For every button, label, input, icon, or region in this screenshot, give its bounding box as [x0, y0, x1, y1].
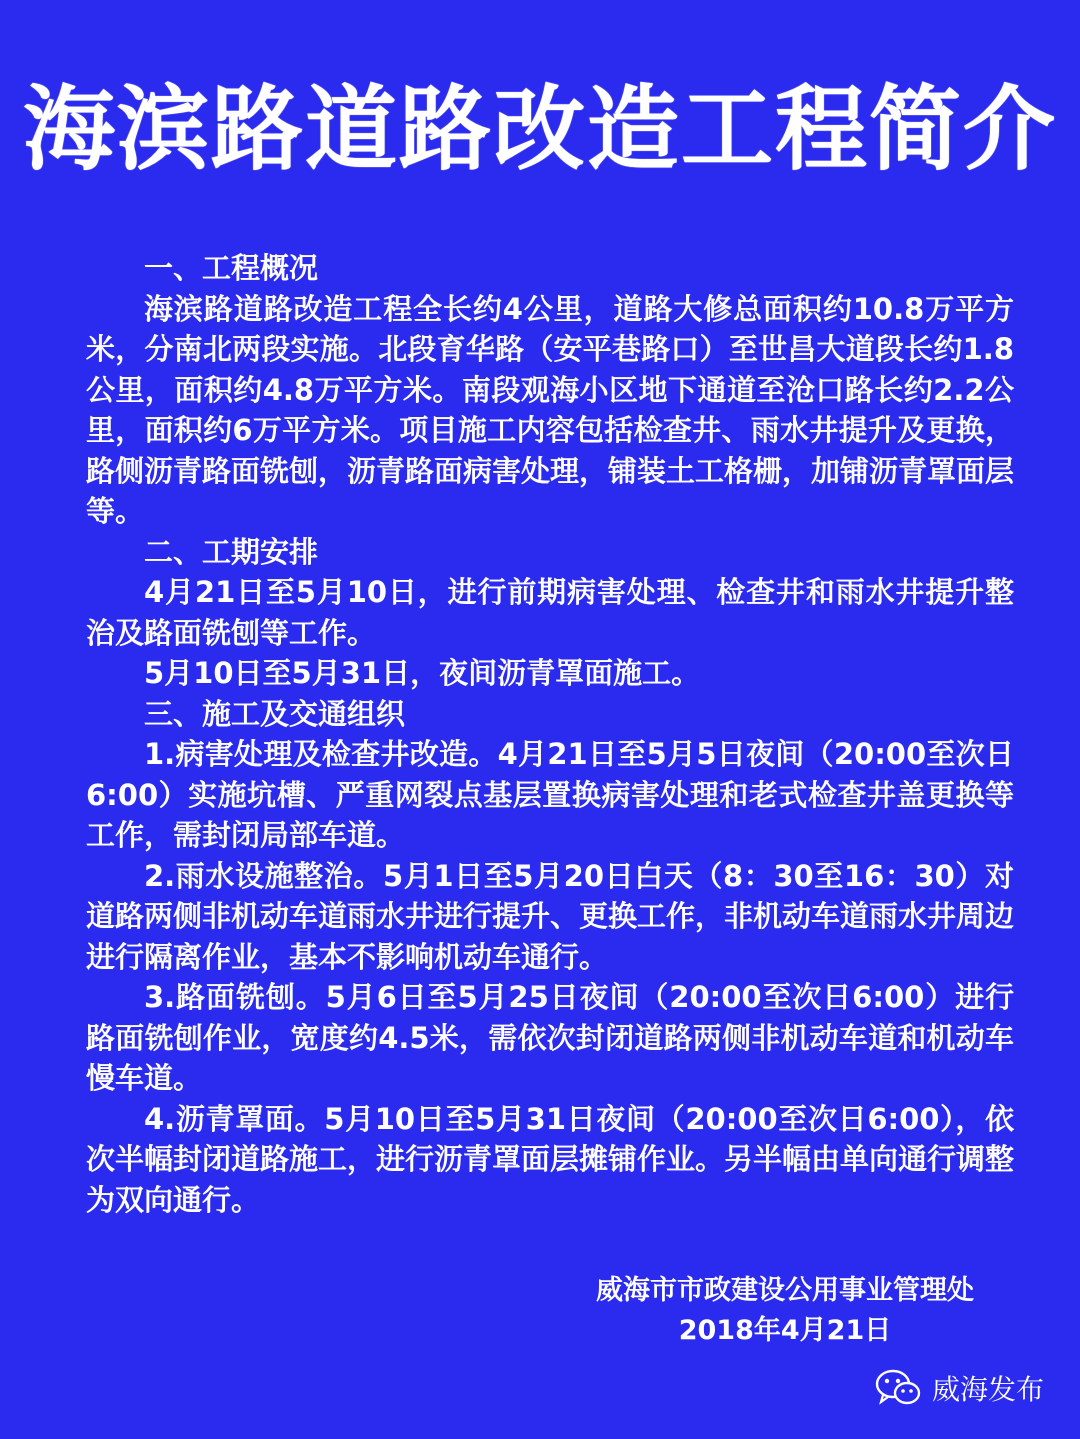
- signature-org: 威海市市政建设公用事业管理处: [596, 1275, 974, 1306]
- section-heading: 二、工期安排: [144, 534, 319, 569]
- body-paragraph: 4月21日至5月10日，进行前期病害处理、检查井和雨水井提升整治及路面铣刨等工作。: [86, 575, 1014, 650]
- body-paragraph: 4.沥青罩面。5月10日至5月31日夜间（20:00至次日6:00），依次半幅封闭道路施工，进行沥青罩面层摊铺作业。另半幅由单向通行调整为双向通行。: [86, 1101, 1015, 1217]
- watermark-label: 威海发布: [931, 1373, 1044, 1406]
- section-heading: 三、施工及交通组织: [144, 696, 406, 731]
- page-title: 海滨路道路改造工程简介: [22, 76, 1057, 183]
- notice-body: [86, 248, 1014, 1220]
- body-paragraph: 2.雨水设施整治。5月1日至5月20日白天（8：30至16：30）对道路两侧非机动车道雨水井进行提升、更换工作，非机动车道雨水井周边进行隔离作业，基本不影响机动车通行。: [86, 858, 1015, 974]
- section-heading: 一、工程概况: [144, 251, 319, 285]
- signature-date: 2018年4月21日: [678, 1315, 892, 1346]
- wechat-icon: [874, 1368, 922, 1408]
- watermark: [874, 1364, 1044, 1412]
- body-paragraph: 3.路面铣刨。5月6日至5月25日夜间（20:00至次日6:00）进行路面铣刨作业，宽度约4.5米，需依次封闭道路两侧非机动车道和机动车慢车道。: [86, 980, 1014, 1095]
- body-paragraph: 5月10日至5月31日，夜间沥青罩面施工。: [144, 656, 701, 690]
- body-paragraph: 1.病害处理及检查井改造。4月21日至5月5日夜间（20:00至次日6:00）实施坑槽、严重网裂点基层置换病害处理和老式检查井盖更换等工作，需封闭局部车道。: [86, 737, 1014, 852]
- body-paragraph: 海滨路道路改造工程全长约4公里，道路大修总面积约10.8万平方米，分南北两段实施。北段育华路（安平巷路口）至世昌大道段长约1.8公里，面积约4.8万平方米。南段观海小区地下通道至沧口路长约2.2公里，面积约6万平方米。项目施工内容包括检查井、雨水井提升及更换，路侧沥青路面铣刨，沥青路面病害处理，铺装土工格栅，加铺沥青罩面层等。: [86, 291, 1015, 528]
